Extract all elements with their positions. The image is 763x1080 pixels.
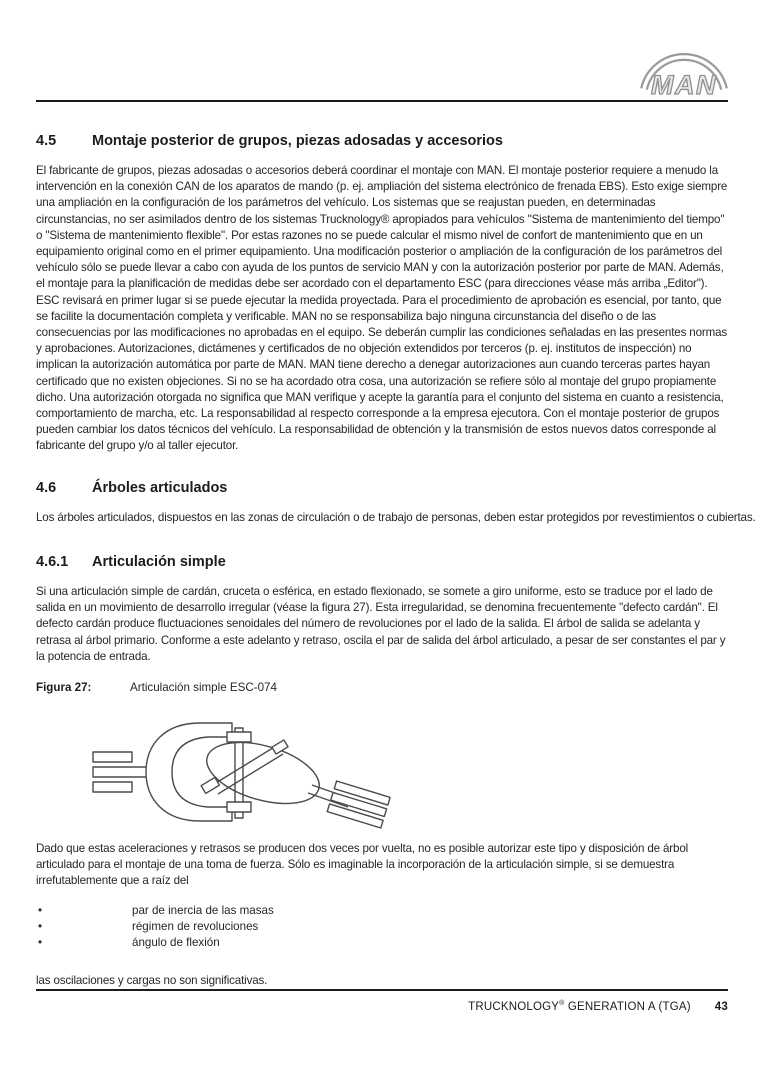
section-heading-4-6-1: [36, 554, 728, 571]
section-title: Montaje posterior de grupos, piezas adosadas y accesorios: [92, 133, 503, 149]
page-footer: [36, 989, 728, 1013]
section-body-4-6-1: Si una articulación simple de cardán, cruceta o esférica, en estado flexionado, se somete a giro uniforme, esto se traduce por el lado de salida en un movimiento de desarrollo irregular (véase la figura 27). Esta irregularidad, se denomina frecuentemente "defecto cardán". El defecto cardán produce fluctuaciones senoidales del número de revoluciones por el lado de la salida. El árbol de salida se adelanta y retrasa al árbol primario. Conforme a este adelanto y retraso, oscila el par de salida del árbol articulado, a pesar de ser constantes el par y la potencia de entrada.: [36, 585, 726, 663]
list-item: [36, 903, 728, 919]
after-figure-paragraph: Dado que estas aceleraciones y retrasos se producen dos veces por vuelta, no es posible autorizar este tipo y disposición de árbol articulado para el montaje de una toma de fuerza. Sólo es imaginable la incorporación de la articulación simple, si se demuestra irrefutablemente que a raíz del: [36, 842, 689, 888]
bullet-icon: •: [38, 904, 43, 917]
footer-rest: GENERATION A (TGA): [564, 1000, 691, 1013]
bullet-icon: •: [38, 920, 43, 934]
bullet-text: par de inercia de las masas: [132, 904, 274, 917]
bullet-icon: •: [38, 936, 43, 950]
section-body-4-5: El fabricante de grupos, piezas adosadas o accesorios deberá coordinar el montaje con MAN. El montaje posterior requiere a menudo la intervención en la conexión CAN de los aparatos de mando (p. ej. ampliación del sistema electrónico de frenada EBS). Esto exige siempre una ampliación en la configuración de los parámetros del vehículo. Los sistemas que se reajustan pueden, en determinadas circunstancias, no ser asimilados dentro de los sistemas Trucknology® apropiados para vehículos "Sistema de mantenimiento del tiempo" o "Sistema de mantenimiento flexible". Por estas razones no se puede calcular el mismo nivel de confort de mantenimiento que en un equipamiento original como en el primer equipamiento. Una modificación posterior o ampliación de la configuración de los parámetros del vehículo sólo se puede llevar a cabo con ayuda de los puntos de servicio MAN y con la autorización posterior por parte de MAN. Además, el montaje para la planificación de medidas debe ser acordado con el departamento ESC (para direcciones véase más arriba „Editor"). ESC revisará en primer lugar si se puede ejecutar la medida proyectada. Para el procedimiento de aprobación es esencial, por tanto, que se facilite la documentación completa y verificable. MAN no se responsabiliza bajo ninguna circunstancia del diseño o de las consecuencias por las modificaciones no aprobadas en el equipo. Se deberán cumplir las condiciones señaladas en las presentes normas y aprobaciones. Autorizaciones, dictámenes y certificados de no objeción extendidos por terceros (p. ej. institutos de inspección) no implican la autorización automática por parte de MAN. MAN tiene derecho a denegar autorizaciones aun cuando terceras partes hayan certificado que no existen objeciones. Si no se ha acordado otra cosa, una autorización se refiere sólo al montaje del grupo propiamente dicho. Una autorización otorgada no significa que MAN verifique y acepte la garantía para el conjunto del sistema en cuanto a resistencia, comportamiento de marcha, etc. La responsabilidad al respecto corresponde a la empresa ejecutora. Con el montaje posterior de grupos pueden cambiar los datos técnicos del vehículo. La responsabilidad de obtención y la transmisión de estos nuevos datos corresponde al fabricante del grupo y/o al taller ejecutor.: [36, 164, 728, 453]
list-item: [36, 935, 728, 951]
figure-27: [60, 707, 420, 837]
closing-paragraph: las oscilaciones y cargas no son significativas.: [36, 973, 268, 987]
section-number: 4.5: [36, 133, 57, 149]
page-number: 43: [714, 1000, 728, 1013]
man-logo-text: MAN: [651, 70, 717, 99]
man-logo-icon: [632, 33, 736, 99]
section-heading-4-5: [36, 133, 728, 150]
section-heading-4-6: [36, 480, 728, 497]
footer-title: [468, 1000, 691, 1013]
list-item: [36, 919, 728, 935]
bullet-list: [36, 903, 728, 952]
registered-trademark-icon: ®: [559, 1000, 565, 1007]
figure-caption-row: [36, 680, 728, 696]
section-number: 4.6.1: [36, 554, 69, 570]
section-title: Articulación simple: [92, 554, 226, 570]
page-header: [36, 0, 728, 102]
bullet-text: ángulo de flexión: [132, 936, 220, 950]
cardan-joint-drawing-icon: [60, 707, 420, 837]
figure-label: Figura 27:: [36, 681, 92, 694]
figure-caption: Articulación simple ESC-074: [130, 681, 277, 694]
section-title: Árboles articulados: [92, 480, 228, 496]
footer-brand: TRUCKNOLOGY: [468, 1000, 560, 1013]
section-body-4-6: Los árboles articulados, dispuestos en las zonas de circulación o de trabajo de personas, deben estar protegidos por revestimientos o cubiertas.: [36, 511, 756, 524]
section-number: 4.6: [36, 480, 57, 496]
bullet-text: régimen de revoluciones: [132, 920, 259, 934]
man-logo: [632, 33, 736, 99]
